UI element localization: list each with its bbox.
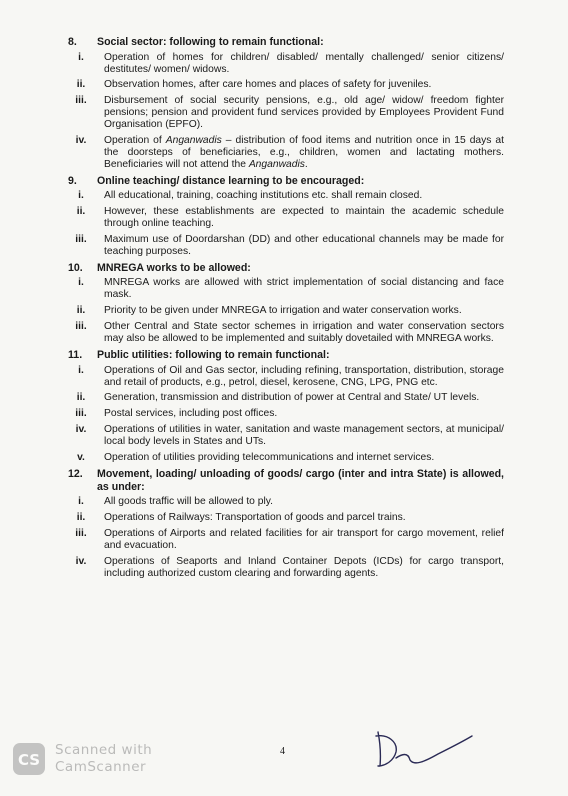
list-item bbox=[64, 277, 504, 301]
item-numeral: iii. bbox=[75, 408, 87, 420]
list-item bbox=[64, 190, 504, 202]
watermark-line2: CamScanner bbox=[55, 759, 147, 775]
item-text: Operations of Airports and related facilities for air transport for cargo movement, relief and evacuation. bbox=[104, 527, 504, 551]
section-title: MNREGA works to be allowed: bbox=[97, 261, 251, 274]
list-item bbox=[64, 206, 504, 230]
item-numeral: iv. bbox=[75, 135, 87, 147]
item-numeral: ii. bbox=[76, 512, 86, 524]
list-item bbox=[64, 305, 504, 317]
watermark-line1: Scanned with bbox=[55, 742, 153, 758]
item-text: Other Central and State sector schemes in irrigation and water conservation sectors may also be allowed to be implemented and suitably dovetailed with MNREGA works. bbox=[104, 321, 504, 345]
section-heading bbox=[64, 175, 504, 188]
list-item bbox=[64, 79, 504, 91]
section-heading bbox=[64, 468, 504, 493]
list-item bbox=[64, 365, 504, 389]
item-numeral: i. bbox=[78, 51, 84, 63]
list-item bbox=[64, 512, 504, 524]
section-heading bbox=[64, 349, 504, 362]
list-item bbox=[64, 408, 504, 420]
item-text: Operations of Railways: Transportation of goods and parcel trains. bbox=[104, 512, 406, 524]
list-item bbox=[64, 556, 504, 580]
item-numeral: iii. bbox=[75, 321, 87, 333]
item-text: Generation, transmission and distribution of power at Central and State/ UT levels. bbox=[104, 392, 480, 404]
item-numeral: iv. bbox=[75, 555, 87, 567]
item-numeral: iv. bbox=[75, 424, 87, 436]
watermark-text bbox=[55, 742, 152, 776]
section-number: 9. bbox=[68, 174, 77, 187]
item-numeral: ii. bbox=[76, 305, 86, 317]
item-text: Postal services, including post offices. bbox=[104, 408, 278, 420]
section-number: 12. bbox=[68, 467, 83, 480]
item-numeral: i. bbox=[78, 364, 84, 376]
item-text: Operation of Anganwadis – distribution of food items and nutrition once in 15 days at the doorsteps of beneficiaries, e.g., children, women and lactating mothers. Beneficiaries will not attend the Anganwadis. bbox=[104, 135, 504, 170]
section-12 bbox=[64, 468, 504, 580]
item-text: Operations of utilities in water, sanitation and waste management sectors, at municipal/ local body levels in States and UTs. bbox=[104, 424, 504, 448]
item-text: All educational, training, coaching institutions etc. shall remain closed. bbox=[104, 190, 423, 202]
camscanner-logo-icon bbox=[12, 742, 46, 776]
list-item bbox=[64, 135, 504, 171]
item-numeral: i. bbox=[78, 190, 84, 202]
section-11 bbox=[64, 349, 504, 464]
list-item bbox=[64, 52, 504, 76]
section-heading bbox=[64, 262, 504, 275]
item-text: Operation of homes for children/ disabled/ mentally challenged/ senior citizens/ destitutes/ women/ widows. bbox=[104, 51, 504, 75]
item-text: Operations of Seaports and Inland Container Depots (ICDs) for cargo transport, including authorized custom clearing and forwarding agents. bbox=[104, 555, 504, 579]
section-title: Public utilities: following to remain functional: bbox=[97, 349, 330, 361]
list-item bbox=[64, 528, 504, 552]
item-numeral: i. bbox=[78, 277, 84, 289]
list-item bbox=[64, 95, 504, 131]
document-body bbox=[64, 36, 504, 584]
item-text: Disbursement of social security pensions, e.g., old age/ widow/ freedom fighter pensions; pension and provident fund services provided by Employees Provident Fund Organisation (EPFO). bbox=[104, 95, 504, 131]
section-title: Social sector: following to remain functional: bbox=[97, 36, 324, 48]
handwritten-signature-icon bbox=[368, 728, 478, 774]
item-numeral: ii. bbox=[76, 206, 86, 218]
item-numeral: iii. bbox=[75, 234, 87, 246]
section-number: 8. bbox=[68, 36, 77, 48]
section-9 bbox=[64, 175, 504, 258]
section-number: 10. bbox=[68, 261, 83, 274]
list-item bbox=[64, 452, 504, 464]
section-10 bbox=[64, 262, 504, 345]
item-text: MNREGA works are allowed with strict implementation of social distancing and face mask. bbox=[104, 277, 504, 301]
section-title: Movement, loading/ unloading of goods/ cargo (inter and intra State) is allowed, as under: bbox=[97, 467, 504, 493]
item-numeral: iii. bbox=[75, 527, 87, 539]
list-item bbox=[64, 392, 504, 404]
item-text: Operations of Oil and Gas sector, including refining, transportation, distribution, storage and retail of products, e.g., petrol, diesel, kerosene, CNG, LPG, PNG etc. bbox=[104, 364, 504, 388]
item-numeral: v. bbox=[77, 452, 85, 464]
section-heading bbox=[64, 36, 504, 49]
camscanner-watermark bbox=[12, 742, 152, 776]
item-text: All goods traffic will be allowed to ply. bbox=[104, 496, 274, 508]
item-text: Observation homes, after care homes and places of safety for juveniles. bbox=[104, 79, 432, 91]
item-text: Operation of utilities providing telecommunications and internet services. bbox=[104, 452, 435, 464]
item-numeral: ii. bbox=[76, 79, 86, 91]
item-text: However, these establishments are expected to maintain the academic schedule through online teaching. bbox=[104, 206, 504, 230]
list-item bbox=[64, 234, 504, 258]
list-item bbox=[64, 424, 504, 448]
item-text: Priority to be given under MNREGA to irrigation and water conservation works. bbox=[104, 305, 462, 317]
section-title: Online teaching/ distance learning to be encouraged: bbox=[97, 174, 365, 187]
page-number: 4 bbox=[280, 746, 285, 757]
section-8 bbox=[64, 36, 504, 171]
item-numeral: ii. bbox=[76, 392, 86, 404]
item-numeral: iii. bbox=[75, 95, 87, 107]
item-numeral: i. bbox=[78, 496, 84, 508]
section-number: 11. bbox=[68, 349, 83, 361]
logo-letters: CS bbox=[17, 751, 41, 769]
list-item bbox=[64, 321, 504, 345]
list-item bbox=[64, 496, 504, 508]
item-text: Maximum use of Doordarshan (DD) and other educational channels may be made for teaching purposes. bbox=[104, 234, 504, 257]
